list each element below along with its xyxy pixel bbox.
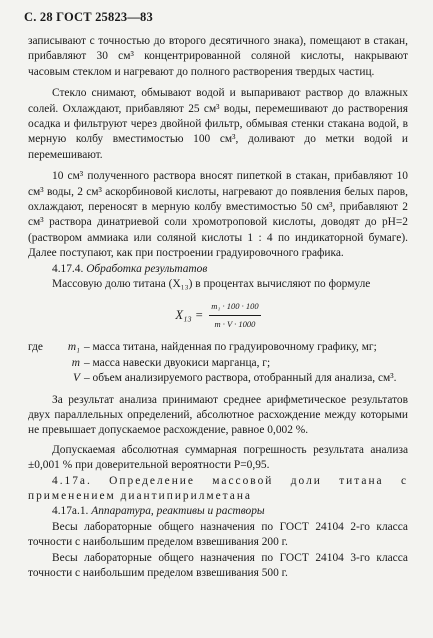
formula-numerator: m₁ · 100 · 100 — [209, 299, 260, 316]
where-symbol: m — [71, 356, 80, 369]
document-body — [28, 34, 408, 581]
paragraph-result: За результат анализа принимают среднее арифметическое результатов двух параллельных определений, абсолютное расхождение между которыми не превышает допускаемое расхождение, равное 0,002 %. — [28, 393, 408, 437]
where-definition: – масса титана, найденная по градуировочному графику, мг; — [84, 341, 377, 354]
paragraph-scales-3: Весы лабораторные общего назначения по ГОСТ 24104 3-го класса точности с наибольшим пределом взвешивания 500 г. — [28, 551, 408, 579]
section-4-17a-1 — [28, 504, 408, 519]
paragraph-1: записывают с точностью до второго десятичного знака), помещают в стакан, прибавляют 30 см³ концентрированной соляной кислоты, накрывают часовым стеклом и нагревают до полного растворения твердых частиц. — [28, 35, 408, 78]
section-title: Аппаратура, реактивы и растворы — [91, 505, 265, 518]
paragraph-2: Стекло снимают, обмывают водой и выпаривают раствор до влажных солей. Охлаждают, прибавляют 25 см³ воды, перемешивают до растворения осадка и фильтруют через двойной фильтр, обмывая стенки стакана водой, в мерную колбу вместимостью 100 см³, доливают до метки водой и перемешивают. — [28, 87, 408, 161]
where-symbol: m₁ — [67, 341, 80, 354]
section-number: 4.17.4. — [52, 262, 84, 275]
formula-fraction — [209, 299, 260, 333]
section-4-17a-title: 4.17а. Определение массовой доли титана с применением диантипирилметана — [28, 474, 408, 502]
formula-denominator: m · V · 1000 — [214, 318, 256, 329]
paragraph-formula-intro: Массовую долю титана (X₁₃) в процентах вычисляют по формуле — [52, 278, 371, 291]
paragraph-scales-2: Весы лабораторные общего назначения по ГОСТ 24104 2-го класса точности с наибольшим пределом взвешивания 200 г. — [28, 520, 408, 549]
where-definition: – объем анализируемого раствора, отобранный для анализа, см³. — [84, 372, 397, 385]
where-list — [28, 340, 408, 386]
formula-lhs: X₁₃ = — [175, 307, 204, 322]
where-definition: – масса навески двуокиси марганца, г; — [84, 356, 271, 369]
section-number: 4.17а.1. — [52, 505, 89, 518]
page-header: С. 28 ГОСТ 25823—83 — [24, 10, 153, 24]
paragraph-3: 10 см³ полученного раствора вносят пипеткой в стакан, прибавляют 10 см³ воды, 2 см³ аскорбиновой кислоты, нагревают до появления белых паров, охлаждают, переносят в мерную колбу вместимостью 50 см³, прибавляют 2 см³ раствора динатриевой соли хромотроповой кислоты, доводят до pH=2 (раствором аммиака или соляной кислоты 1 : 4 по индикаторной бумаге). Далее поступают, как при построении градуировочного графика. — [28, 170, 408, 260]
where-symbol: V — [73, 372, 80, 385]
paragraph-error: Допускаемая абсолютная суммарная погрешность результата анализа ±0,001 % при доверительной вероятности P=0,95. — [28, 443, 408, 472]
formula — [28, 299, 408, 333]
section-4-17-4 — [28, 262, 408, 277]
where-word: где — [28, 341, 43, 354]
section-title: Обработка результатов — [86, 262, 208, 275]
